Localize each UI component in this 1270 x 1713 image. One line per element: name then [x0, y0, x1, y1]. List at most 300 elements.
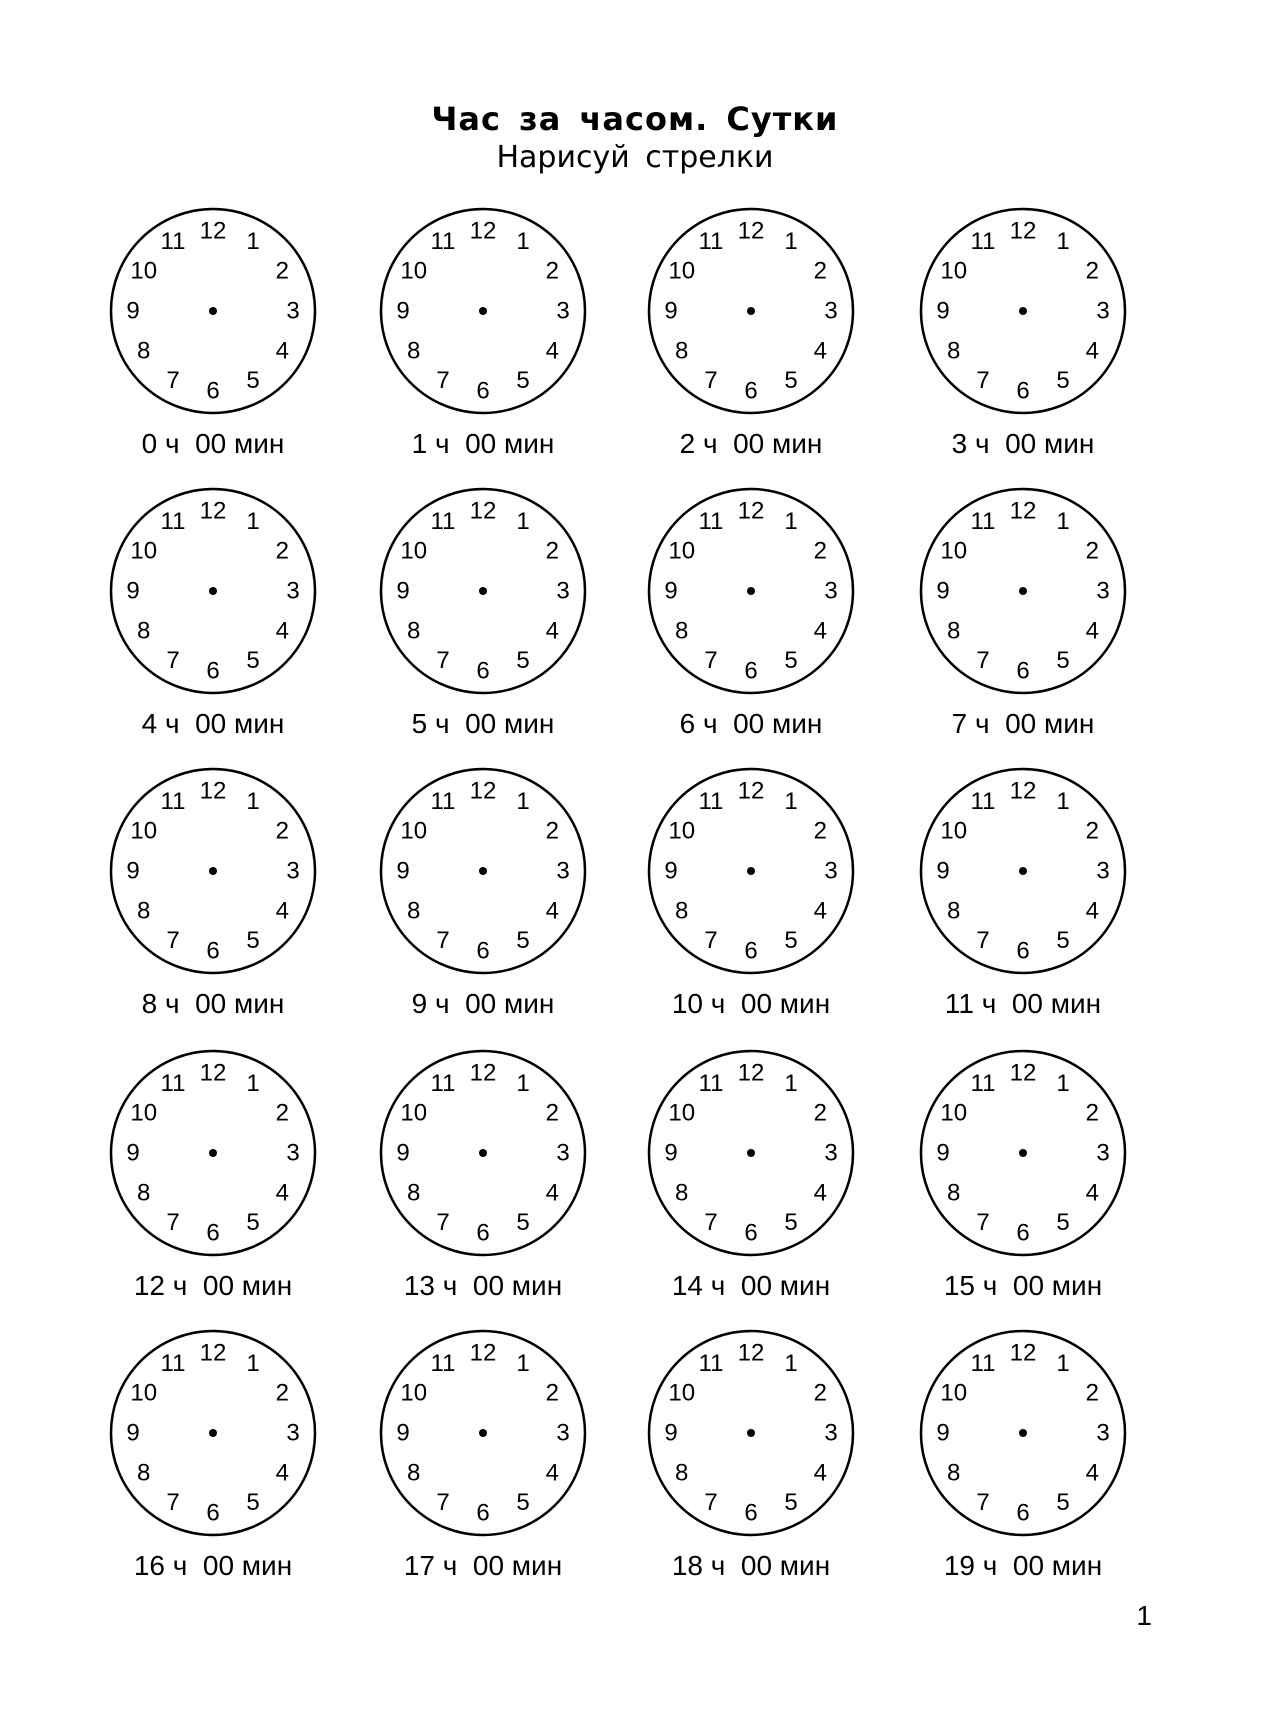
- dial-number: 4: [545, 1459, 559, 1487]
- dial-number: 5: [246, 1488, 260, 1516]
- dial-number: 7: [976, 1488, 990, 1516]
- dial-number: 1: [784, 228, 798, 256]
- dial-number: 4: [813, 1179, 827, 1207]
- dial-number: 11: [160, 788, 186, 816]
- dial-number: 4: [1085, 337, 1099, 365]
- clock-item: [348, 206, 618, 486]
- dial-number: 3: [1096, 857, 1110, 885]
- clock-center-dot: [479, 867, 487, 875]
- clock-face[interactable]: [918, 766, 1128, 976]
- dial-number: 10: [668, 537, 696, 565]
- dial-number: 6: [206, 937, 220, 965]
- dial-number: 12: [1009, 217, 1037, 245]
- clock-item: [348, 1048, 618, 1328]
- dial-number: 9: [664, 577, 678, 605]
- dial-number: 2: [813, 817, 827, 845]
- dial-number: 10: [130, 257, 158, 285]
- dial-number: 7: [976, 1208, 990, 1236]
- dial-number: 5: [1056, 1488, 1070, 1516]
- dial-number: 10: [940, 1099, 968, 1127]
- dial-number: 11: [970, 228, 996, 256]
- dial-number: 9: [126, 1419, 140, 1447]
- clock-center-dot: [479, 1429, 487, 1437]
- clock-center-dot: [479, 307, 487, 315]
- dial-number: 2: [813, 1379, 827, 1407]
- dial-number: 8: [137, 1179, 151, 1207]
- dial-number: 8: [947, 337, 961, 365]
- dial-number: 11: [970, 788, 996, 816]
- dial-number: 4: [275, 897, 289, 925]
- dial-number: 4: [275, 1459, 289, 1487]
- clock-face[interactable]: [108, 486, 318, 696]
- dial-number: 3: [1096, 1419, 1110, 1447]
- dial-number: 4: [1085, 1179, 1099, 1207]
- dial-number: 5: [784, 646, 798, 674]
- dial-number: 6: [1016, 937, 1030, 965]
- clock-item: [888, 206, 1158, 486]
- dial-number: 4: [275, 337, 289, 365]
- clock-item: [888, 1328, 1158, 1608]
- dial-number: 5: [784, 926, 798, 954]
- dial-number: 9: [664, 1139, 678, 1167]
- dial-number: 11: [430, 1350, 456, 1378]
- clock-face[interactable]: [918, 1048, 1128, 1258]
- dial-number: 7: [166, 1208, 180, 1236]
- dial-number: 1: [246, 788, 260, 816]
- clock-item: [78, 1048, 348, 1328]
- dial-number: 10: [400, 1379, 428, 1407]
- dial-number: 1: [246, 1070, 260, 1098]
- dial-number: 6: [206, 377, 220, 405]
- clock-face[interactable]: [378, 486, 588, 696]
- dial-number: 11: [698, 788, 724, 816]
- dial-number: 10: [940, 1379, 968, 1407]
- dial-number: 8: [137, 337, 151, 365]
- dial-number: 9: [936, 1139, 950, 1167]
- clock-time-label: 1 ч 00 мин: [411, 428, 555, 459]
- dial-number: 3: [1096, 297, 1110, 325]
- clock-face[interactable]: [378, 1048, 588, 1258]
- clock-face[interactable]: [646, 1048, 856, 1258]
- dial-number: 5: [784, 366, 798, 394]
- dial-number: 9: [664, 857, 678, 885]
- dial-number: 5: [516, 366, 530, 394]
- clock-center-dot: [747, 867, 755, 875]
- dial-number: 8: [675, 617, 689, 645]
- dial-number: 3: [824, 577, 838, 605]
- dial-number: 6: [206, 657, 220, 685]
- dial-number: 1: [1056, 508, 1070, 536]
- clock-center-dot: [1019, 587, 1027, 595]
- dial-number: 8: [407, 1459, 421, 1487]
- dial-number: 11: [970, 1070, 996, 1098]
- dial-number: 7: [976, 366, 990, 394]
- clock-time-label: 5 ч 00 мин: [411, 708, 555, 739]
- dial-number: 5: [516, 1488, 530, 1516]
- clock-center-dot: [209, 867, 217, 875]
- dial-number: 2: [813, 1099, 827, 1127]
- dial-number: 9: [936, 577, 950, 605]
- dial-number: 6: [206, 1499, 220, 1527]
- dial-number: 2: [1085, 817, 1099, 845]
- dial-number: 3: [286, 1419, 300, 1447]
- dial-number: 8: [947, 897, 961, 925]
- clock-item: [616, 486, 886, 766]
- dial-number: 9: [396, 857, 410, 885]
- dial-number: 7: [436, 646, 450, 674]
- clock-face[interactable]: [646, 1328, 856, 1538]
- dial-number: 12: [199, 1059, 227, 1087]
- clock-face[interactable]: [918, 1328, 1128, 1538]
- dial-number: 10: [400, 257, 428, 285]
- dial-number: 12: [469, 777, 497, 805]
- dial-number: 1: [516, 1070, 530, 1098]
- dial-number: 2: [545, 817, 559, 845]
- dial-number: 12: [199, 1339, 227, 1367]
- dial-number: 1: [784, 1350, 798, 1378]
- dial-number: 11: [160, 1350, 186, 1378]
- dial-number: 12: [1009, 1059, 1037, 1087]
- dial-number: 5: [516, 926, 530, 954]
- dial-number: 7: [976, 926, 990, 954]
- dial-number: 5: [246, 366, 260, 394]
- dial-number: 1: [516, 788, 530, 816]
- clock-time-label: 0 ч 00 мин: [141, 428, 285, 459]
- clock-item: [78, 206, 348, 486]
- dial-number: 10: [130, 817, 158, 845]
- dial-number: 4: [545, 1179, 559, 1207]
- clock-item: [888, 1048, 1158, 1328]
- dial-number: 10: [130, 537, 158, 565]
- dial-number: 10: [940, 537, 968, 565]
- dial-number: 8: [407, 617, 421, 645]
- dial-number: 11: [160, 228, 186, 256]
- dial-number: 10: [400, 1099, 428, 1127]
- dial-number: 2: [275, 1099, 289, 1127]
- dial-number: 3: [556, 1139, 570, 1167]
- clock-time-label: 14 ч 00 мин: [671, 1270, 831, 1301]
- dial-number: 5: [246, 926, 260, 954]
- dial-number: 4: [813, 337, 827, 365]
- clock-time-label: 16 ч 00 мин: [133, 1550, 293, 1581]
- clock-item: [348, 766, 618, 1046]
- dial-number: 6: [476, 657, 490, 685]
- dial-number: 12: [1009, 497, 1037, 525]
- dial-number: 2: [545, 1099, 559, 1127]
- dial-number: 11: [430, 228, 456, 256]
- clock-time-label: 13 ч 00 мин: [403, 1270, 563, 1301]
- dial-number: 6: [744, 937, 758, 965]
- dial-number: 12: [469, 217, 497, 245]
- dial-number: 3: [286, 857, 300, 885]
- clock-center-dot: [747, 587, 755, 595]
- clock-item: [888, 486, 1158, 766]
- dial-number: 12: [737, 1339, 765, 1367]
- clock-center-dot: [1019, 307, 1027, 315]
- dial-number: 8: [137, 897, 151, 925]
- clock-face[interactable]: [108, 1048, 318, 1258]
- dial-number: 9: [126, 1139, 140, 1167]
- dial-number: 12: [737, 1059, 765, 1087]
- clock-time-label: 18 ч 00 мин: [671, 1550, 831, 1581]
- dial-number: 6: [1016, 377, 1030, 405]
- dial-number: 10: [940, 257, 968, 285]
- dial-number: 11: [698, 1070, 724, 1098]
- dial-number: 11: [430, 788, 456, 816]
- clock-center-dot: [747, 307, 755, 315]
- clock-face[interactable]: [108, 766, 318, 976]
- dial-number: 11: [698, 508, 724, 536]
- dial-number: 12: [199, 497, 227, 525]
- clock-time-label: 12 ч 00 мин: [133, 1270, 293, 1301]
- clock-center-dot: [1019, 1149, 1027, 1157]
- clock-time-label: 4 ч 00 мин: [141, 708, 285, 739]
- dial-number: 4: [545, 617, 559, 645]
- dial-number: 1: [246, 1350, 260, 1378]
- dial-number: 8: [407, 337, 421, 365]
- dial-number: 10: [668, 1379, 696, 1407]
- clock-center-dot: [747, 1429, 755, 1437]
- dial-number: 5: [784, 1488, 798, 1516]
- clock-time-label: 19 ч 00 мин: [943, 1550, 1103, 1581]
- dial-number: 8: [675, 1179, 689, 1207]
- dial-number: 4: [1085, 1459, 1099, 1487]
- clock-face[interactable]: [378, 206, 588, 416]
- dial-number: 2: [1085, 537, 1099, 565]
- dial-number: 2: [813, 257, 827, 285]
- dial-number: 6: [206, 1219, 220, 1247]
- dial-number: 5: [1056, 926, 1070, 954]
- dial-number: 9: [396, 577, 410, 605]
- clock-face[interactable]: [378, 766, 588, 976]
- dial-number: 1: [246, 508, 260, 536]
- dial-number: 7: [436, 1208, 450, 1236]
- dial-number: 7: [166, 1488, 180, 1516]
- dial-number: 10: [130, 1379, 158, 1407]
- dial-number: 7: [166, 926, 180, 954]
- dial-number: 8: [947, 617, 961, 645]
- dial-number: 6: [1016, 1499, 1030, 1527]
- dial-number: 7: [166, 646, 180, 674]
- dial-number: 3: [1096, 577, 1110, 605]
- dial-number: 1: [516, 1350, 530, 1378]
- dial-number: 12: [199, 217, 227, 245]
- dial-number: 3: [1096, 1139, 1110, 1167]
- clock-face[interactable]: [646, 766, 856, 976]
- dial-number: 2: [1085, 1099, 1099, 1127]
- clock-item: [78, 1328, 348, 1608]
- dial-number: 2: [545, 537, 559, 565]
- clock-center-dot: [209, 1149, 217, 1157]
- dial-number: 6: [476, 937, 490, 965]
- dial-number: 3: [824, 1419, 838, 1447]
- clock-item: [348, 1328, 618, 1608]
- dial-number: 8: [947, 1459, 961, 1487]
- dial-number: 7: [704, 1488, 718, 1516]
- dial-number: 9: [664, 297, 678, 325]
- dial-number: 5: [784, 1208, 798, 1236]
- dial-number: 7: [704, 1208, 718, 1236]
- clock-center-dot: [209, 1429, 217, 1437]
- dial-number: 4: [1085, 617, 1099, 645]
- dial-number: 10: [400, 817, 428, 845]
- dial-number: 12: [737, 217, 765, 245]
- dial-number: 10: [668, 817, 696, 845]
- dial-number: 10: [668, 257, 696, 285]
- dial-number: 3: [286, 1139, 300, 1167]
- dial-number: 12: [1009, 777, 1037, 805]
- dial-number: 3: [286, 577, 300, 605]
- dial-number: 2: [1085, 257, 1099, 285]
- clock-item: [78, 486, 348, 766]
- dial-number: 2: [275, 1379, 289, 1407]
- dial-number: 2: [545, 257, 559, 285]
- dial-number: 1: [1056, 1070, 1070, 1098]
- dial-number: 9: [396, 1139, 410, 1167]
- dial-number: 11: [698, 1350, 724, 1378]
- dial-number: 2: [275, 817, 289, 845]
- dial-number: 8: [137, 1459, 151, 1487]
- clock-time-label: 17 ч 00 мин: [403, 1550, 563, 1581]
- dial-number: 8: [675, 897, 689, 925]
- dial-number: 9: [126, 577, 140, 605]
- dial-number: 12: [737, 777, 765, 805]
- dial-number: 7: [704, 366, 718, 394]
- clock-item: [888, 766, 1158, 1046]
- dial-number: 4: [813, 897, 827, 925]
- clock-face[interactable]: [646, 486, 856, 696]
- dial-number: 9: [126, 857, 140, 885]
- dial-number: 6: [1016, 657, 1030, 685]
- dial-number: 3: [556, 577, 570, 605]
- dial-number: 6: [476, 1499, 490, 1527]
- dial-number: 12: [1009, 1339, 1037, 1367]
- dial-number: 4: [1085, 897, 1099, 925]
- dial-number: 5: [1056, 1208, 1070, 1236]
- dial-number: 11: [160, 1070, 186, 1098]
- dial-number: 3: [824, 297, 838, 325]
- dial-number: 8: [407, 1179, 421, 1207]
- clock-face[interactable]: [108, 206, 318, 416]
- dial-number: 9: [664, 1419, 678, 1447]
- dial-number: 1: [246, 228, 260, 256]
- dial-number: 7: [976, 646, 990, 674]
- dial-number: 4: [545, 897, 559, 925]
- dial-number: 4: [813, 1459, 827, 1487]
- clock-face[interactable]: [918, 486, 1128, 696]
- clock-center-dot: [479, 587, 487, 595]
- dial-number: 12: [469, 1059, 497, 1087]
- dial-number: 9: [396, 1419, 410, 1447]
- dial-number: 6: [1016, 1219, 1030, 1247]
- dial-number: 1: [784, 1070, 798, 1098]
- dial-number: 4: [275, 1179, 289, 1207]
- clock-item: [616, 206, 886, 486]
- dial-number: 7: [704, 646, 718, 674]
- clock-time-label: 10 ч 00 мин: [671, 988, 831, 1019]
- dial-number: 2: [275, 257, 289, 285]
- clock-center-dot: [1019, 867, 1027, 875]
- dial-number: 9: [936, 1419, 950, 1447]
- dial-number: 8: [947, 1179, 961, 1207]
- dial-number: 4: [545, 337, 559, 365]
- dial-number: 1: [784, 508, 798, 536]
- clock-center-dot: [747, 1149, 755, 1157]
- dial-number: 9: [126, 297, 140, 325]
- dial-number: 1: [516, 508, 530, 536]
- dial-number: 10: [400, 537, 428, 565]
- dial-number: 6: [476, 377, 490, 405]
- clock-center-dot: [479, 1149, 487, 1157]
- dial-number: 7: [436, 366, 450, 394]
- clock-face[interactable]: [918, 206, 1128, 416]
- clock-time-label: 11 ч 00 мин: [944, 988, 1102, 1019]
- dial-number: 3: [556, 297, 570, 325]
- dial-number: 11: [430, 508, 456, 536]
- clock-center-dot: [209, 307, 217, 315]
- dial-number: 11: [698, 228, 724, 256]
- clock-time-label: 2 ч 00 мин: [679, 428, 823, 459]
- clock-face[interactable]: [646, 206, 856, 416]
- clock-face[interactable]: [108, 1328, 318, 1538]
- dial-number: 2: [545, 1379, 559, 1407]
- dial-number: 3: [824, 857, 838, 885]
- dial-number: 6: [744, 1219, 758, 1247]
- dial-number: 9: [936, 297, 950, 325]
- clock-time-label: 6 ч 00 мин: [679, 708, 823, 739]
- dial-number: 5: [246, 646, 260, 674]
- clock-time-label: 9 ч 00 мин: [411, 988, 555, 1019]
- dial-number: 6: [476, 1219, 490, 1247]
- dial-number: 10: [668, 1099, 696, 1127]
- clock-time-label: 7 ч 00 мин: [951, 708, 1095, 739]
- dial-number: 5: [516, 1208, 530, 1236]
- dial-number: 5: [246, 1208, 260, 1236]
- dial-number: 4: [813, 617, 827, 645]
- dial-number: 1: [1056, 1350, 1070, 1378]
- clock-face[interactable]: [378, 1328, 588, 1538]
- dial-number: 4: [275, 617, 289, 645]
- dial-number: 12: [199, 777, 227, 805]
- dial-number: 7: [704, 926, 718, 954]
- clock-item: [616, 1328, 886, 1608]
- dial-number: 10: [940, 817, 968, 845]
- clock-time-label: 3 ч 00 мин: [951, 428, 1095, 459]
- dial-number: 2: [813, 537, 827, 565]
- dial-number: 8: [675, 337, 689, 365]
- dial-number: 9: [396, 297, 410, 325]
- dial-number: 1: [1056, 788, 1070, 816]
- clock-center-dot: [1019, 1429, 1027, 1437]
- dial-number: 2: [275, 537, 289, 565]
- clock-center-dot: [209, 587, 217, 595]
- dial-number: 3: [824, 1139, 838, 1167]
- dial-number: 6: [744, 657, 758, 685]
- dial-number: 11: [970, 1350, 996, 1378]
- dial-number: 3: [286, 297, 300, 325]
- page-title: Час за часом. Сутки: [431, 100, 839, 138]
- dial-number: 1: [1056, 228, 1070, 256]
- page-number: 1: [1136, 1600, 1152, 1631]
- dial-number: 11: [430, 1070, 456, 1098]
- clock-item: [616, 766, 886, 1046]
- clock-time-label: 8 ч 00 мин: [141, 988, 285, 1019]
- dial-number: 5: [1056, 366, 1070, 394]
- dial-number: 7: [436, 926, 450, 954]
- dial-number: 11: [160, 508, 186, 536]
- dial-number: 8: [675, 1459, 689, 1487]
- dial-number: 5: [516, 646, 530, 674]
